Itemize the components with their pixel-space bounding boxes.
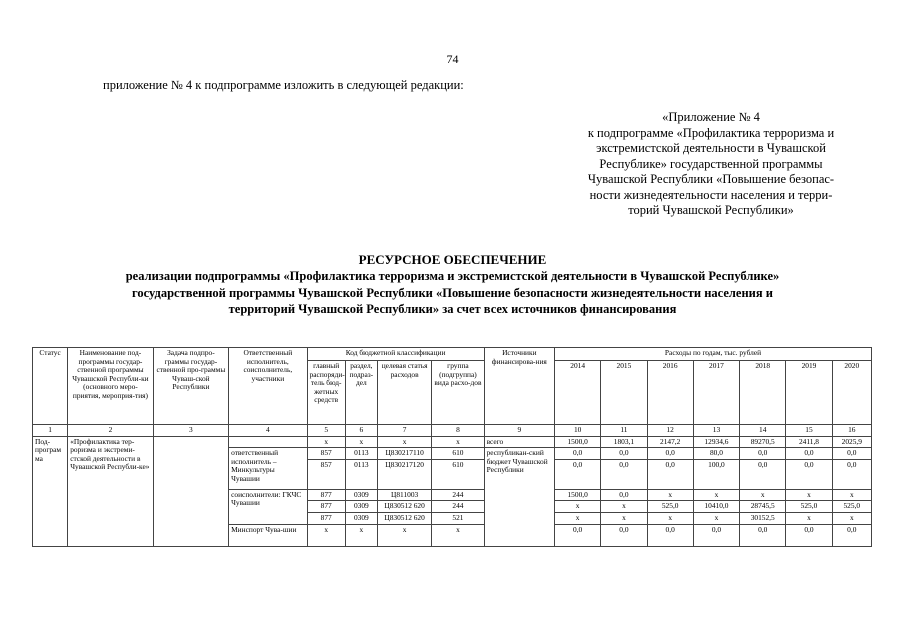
header-budget-sub: главный распоряди-тель бюд-жетных средств [307, 361, 345, 425]
column-number: 2 [68, 425, 153, 437]
value-cell: 525,0 [786, 501, 832, 513]
appendix-line: Республике» государственной программы [599, 156, 823, 171]
code-cell: Ц811003 [377, 489, 431, 501]
value-cell: 0,0 [740, 459, 786, 489]
code-cell: Ц830512 620 [377, 512, 431, 524]
value-cell: 0,0 [601, 459, 647, 489]
column-number: 12 [647, 425, 693, 437]
appendix-line: «Приложение № 4 [662, 110, 760, 124]
source-cell: всего [484, 436, 554, 448]
code-cell: 877 [307, 501, 345, 513]
task-cell [153, 436, 228, 546]
appendix-line: экстремистской деятельности в Чувашской [596, 141, 826, 155]
value-cell: 0,0 [555, 459, 601, 489]
code-cell: 521 [432, 512, 484, 524]
code-cell: 244 [432, 501, 484, 513]
header-expenses: Расходы по годам, тыс. рублей [555, 348, 872, 361]
value-cell: 0,0 [786, 524, 832, 546]
code-cell: x [307, 524, 345, 546]
code-cell: Ц830217110 [377, 448, 431, 460]
value-cell: 0,0 [832, 459, 871, 489]
header-year: 2020 [832, 361, 871, 425]
column-number: 14 [740, 425, 786, 437]
value-cell: 89270,5 [740, 436, 786, 448]
code-cell: 0309 [345, 489, 377, 501]
value-cell: 0,0 [740, 524, 786, 546]
document-title: РЕСУРСНОЕ ОБЕСПЕЧЕНИЕ [358, 252, 547, 267]
value-cell: x [601, 501, 647, 513]
value-cell: 2147,2 [647, 436, 693, 448]
column-number: 16 [832, 425, 871, 437]
value-cell: 0,0 [740, 448, 786, 460]
header-row [33, 348, 872, 361]
code-cell: 857 [307, 448, 345, 460]
value-cell: 525,0 [832, 501, 871, 513]
column-number: 7 [377, 425, 431, 437]
header-year: 2016 [647, 361, 693, 425]
value-cell: x [832, 489, 871, 501]
value-cell: 0,0 [555, 448, 601, 460]
column-number: 9 [484, 425, 554, 437]
column-number-row [33, 425, 872, 437]
intro-line: приложение № 4 к подпрограмме изложить в следующей редакции: [103, 78, 464, 92]
value-cell: x [693, 512, 739, 524]
value-cell: 0,0 [555, 524, 601, 546]
subtitle-line: территорий Чувашской Республики» за счет всех источников финансирования [228, 302, 677, 316]
value-cell: 1500,0 [555, 489, 601, 501]
value-cell: 1500,0 [555, 436, 601, 448]
header-budget-sub: раздел, подраз-дел [345, 361, 377, 425]
code-cell: x [345, 436, 377, 448]
column-number: 5 [307, 425, 345, 437]
subprogram-name-cell: «Профилактика тер-роризма и экстреми-стской деятельности в Чувашской Республи-ке» [68, 436, 153, 546]
status-cell: Под-програм ма [33, 436, 68, 546]
code-cell: x [432, 436, 484, 448]
code-cell: 857 [307, 459, 345, 489]
executor-cell: ответственный исполнитель – Минкультуры Чувашии [229, 448, 307, 490]
value-cell: 0,0 [786, 459, 832, 489]
subtitle-line: государственной программы Чувашской Республики «Повышение безопасности жизнедеятельности населения и [132, 285, 773, 300]
code-cell: Ц830512 620 [377, 501, 431, 513]
appendix-line: ности жизнедеятельности населения и терри- [589, 187, 833, 202]
subtitle-line: реализации подпрограммы «Профилактика терроризма и экстремистской деятельности в Чувашской Республике» [125, 269, 780, 283]
header-task: Задача подпро-граммы государ-ственной про-граммы Чуваш-ской Республики [153, 348, 228, 425]
value-cell: x [601, 512, 647, 524]
value-cell: 525,0 [647, 501, 693, 513]
value-cell: x [832, 512, 871, 524]
column-number: 8 [432, 425, 484, 437]
table-row [33, 436, 872, 448]
code-cell: 610 [432, 448, 484, 460]
code-cell: x [307, 436, 345, 448]
value-cell: 2411,8 [786, 436, 832, 448]
code-cell: x [377, 436, 431, 448]
value-cell: 0,0 [647, 524, 693, 546]
header-year: 2017 [693, 361, 739, 425]
document-subtitle [60, 268, 845, 318]
appendix-line: Чувашской Республики «Повышение безопас- [587, 172, 835, 186]
resource-table [32, 347, 872, 547]
header-budget-sub: целевая статья расходов [377, 361, 431, 425]
code-cell: x [432, 524, 484, 546]
value-cell: 0,0 [601, 524, 647, 546]
appendix-header [555, 110, 867, 219]
value-cell: x [740, 489, 786, 501]
value-cell: 0,0 [832, 524, 871, 546]
value-cell: 30152,5 [740, 512, 786, 524]
column-number: 6 [345, 425, 377, 437]
header-year: 2015 [601, 361, 647, 425]
value-cell: x [693, 489, 739, 501]
column-number: 10 [555, 425, 601, 437]
value-cell: 0,0 [647, 448, 693, 460]
value-cell: x [647, 489, 693, 501]
header-budget-code: Код бюджетной классификации [307, 348, 484, 361]
value-cell: 2025,9 [832, 436, 871, 448]
code-cell: 0113 [345, 448, 377, 460]
code-cell: 877 [307, 512, 345, 524]
value-cell: 28745,5 [740, 501, 786, 513]
executor-cell: соисполнители: ГКЧС Чувашии [229, 489, 307, 524]
column-number: 13 [693, 425, 739, 437]
value-cell: 80,0 [693, 448, 739, 460]
header-executor: Ответственный исполнитель, соисполнитель, участники [229, 348, 307, 425]
executor-cell [229, 436, 307, 448]
value-cell: 0,0 [693, 524, 739, 546]
value-cell: 0,0 [601, 489, 647, 501]
header-status: Статус [33, 348, 68, 425]
value-cell: 0,0 [786, 448, 832, 460]
value-cell: x [647, 512, 693, 524]
header-name: Наименование под-программы государ-ственной программы Чувашской Республи-ки (основного меро-приятия, мероприя-тия) [68, 348, 153, 425]
value-cell: 100,0 [693, 459, 739, 489]
code-cell: 610 [432, 459, 484, 489]
column-number: 11 [601, 425, 647, 437]
column-number: 15 [786, 425, 832, 437]
executor-cell: Минспорт Чува-шии [229, 524, 307, 546]
code-cell: 0113 [345, 459, 377, 489]
value-cell: x [555, 512, 601, 524]
value-cell: 0,0 [647, 459, 693, 489]
value-cell: 1803,1 [601, 436, 647, 448]
header-year: 2014 [555, 361, 601, 425]
code-cell: Ц830217120 [377, 459, 431, 489]
header-budget-sub: группа (подгруппа) вида расхо-дов [432, 361, 484, 425]
column-number: 1 [33, 425, 68, 437]
value-cell: x [555, 501, 601, 513]
value-cell: 10410,0 [693, 501, 739, 513]
header-year: 2018 [740, 361, 786, 425]
header-year: 2019 [786, 361, 832, 425]
code-cell: 0309 [345, 501, 377, 513]
code-cell: 0309 [345, 512, 377, 524]
value-cell: x [786, 489, 832, 501]
value-cell: 12934,6 [693, 436, 739, 448]
column-number: 4 [229, 425, 307, 437]
header-sources: Источники финансирова-ния [484, 348, 554, 425]
code-cell: 244 [432, 489, 484, 501]
code-cell: 877 [307, 489, 345, 501]
value-cell: 0,0 [832, 448, 871, 460]
appendix-line: торий Чувашской Республики» [628, 203, 794, 217]
code-cell: x [345, 524, 377, 546]
value-cell: 0,0 [601, 448, 647, 460]
column-number: 3 [153, 425, 228, 437]
source-cell: республикан-ский бюджет Чувашской Республики [484, 448, 554, 546]
code-cell: x [377, 524, 431, 546]
value-cell: x [786, 512, 832, 524]
page-number: 74 [446, 52, 459, 66]
appendix-line: к подпрограмме «Профилактика терроризма и [587, 125, 835, 140]
